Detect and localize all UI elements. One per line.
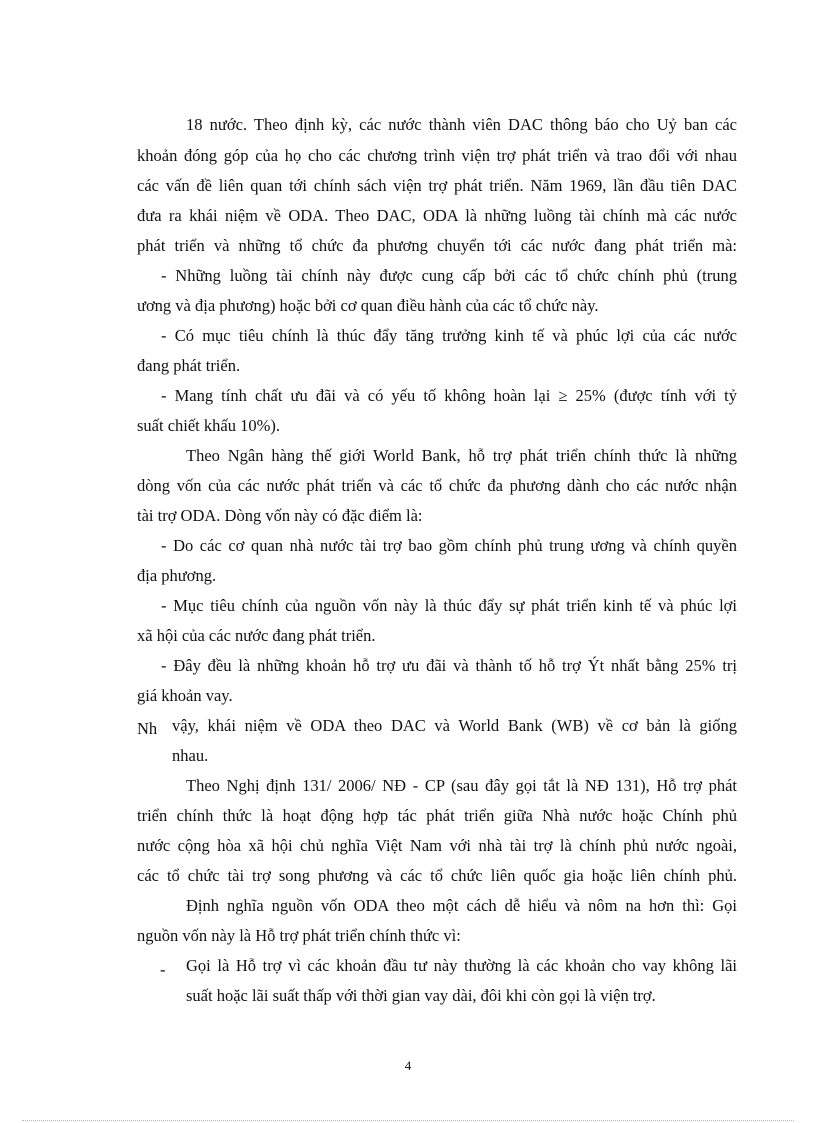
text-line: dòng vốn của các nước phát triển và các tổ chức đa phương dành cho các nước nhận xyxy=(137,476,737,495)
text-line: nhau. xyxy=(172,746,209,765)
text-line: tài trợ ODA. Dòng vốn này có đặc điểm là: xyxy=(137,506,423,525)
bullet-line: - Đây đều là những khoản hỗ trợ ưu đãi và thành tố hỗ trợ Ýt nhất bằng 25% trị xyxy=(161,656,737,675)
bullet-marker: - xyxy=(160,960,166,979)
page-bottom-divider xyxy=(22,1120,794,1121)
text-line: các tổ chức tài trợ song phương và các tổ chức liên quốc gia hoặc liên chính phủ. xyxy=(137,866,737,885)
text-line: phát triển và những tổ chức đa phương chuyển tới các nước đang phát triển mà: xyxy=(137,236,737,255)
text-line: 18 nước. Theo định kỳ, các nước thành viên DAC thông báo cho Uỷ ban các xyxy=(186,115,737,134)
text-line: khoản đóng góp của họ cho các chương trình viện trợ phát triển và trao đổi với nhau xyxy=(137,146,737,165)
text-line: Theo Ngân hàng thế giới World Bank, hỗ trợ phát triển chính thức là những xyxy=(186,446,737,465)
bullet-line: - Có mục tiêu chính là thúc đẩy tăng trưởng kinh tế và phúc lợi của các nước xyxy=(161,326,737,345)
bullet-line: - Mang tính chất ưu đãi và có yếu tố không hoàn lại ≥ 25% (được tính với tỷ xyxy=(161,386,737,405)
bullet-line: - Những luồng tài chính này được cung cấp bởi các tổ chức chính phủ (trung xyxy=(161,266,737,285)
text-line: đang phát triển. xyxy=(137,356,241,375)
text-line: địa phương. xyxy=(137,566,217,585)
bullet-line: - Do các cơ quan nhà nước tài trợ bao gồm chính phủ trung ương và chính quyền xyxy=(161,536,737,555)
text-line: nguồn vốn này là Hỗ trợ phát triển chính thức vì: xyxy=(137,926,461,945)
text-line: Theo Nghị định 131/ 2006/ NĐ - CP (sau đây gọi tắt là NĐ 131), Hỗ trợ phát xyxy=(186,776,737,795)
text-line: các vấn đề liên quan tới chính sách viện trợ phát triển. Năm 1969, lần đầu tiên DAC xyxy=(137,176,737,195)
text-line: vậy, khái niệm về ODA theo DAC và World Bank (WB) về cơ bản là giống xyxy=(172,716,737,735)
text-fragment: Nh xyxy=(137,719,158,738)
bullet-line: - Mục tiêu chính của nguồn vốn này là thúc đẩy sự phát triển kinh tế và phúc lợi xyxy=(161,596,737,615)
text-line: suất chiết khấu 10%). xyxy=(137,416,280,435)
text-line: triển chính thức là hoạt động hợp tác phát triển giữa Nhà nước hoặc Chính phủ xyxy=(137,806,737,825)
text-line: Định nghĩa nguồn vốn ODA theo một cách dễ hiểu và nôm na hơn thì: Gọi xyxy=(186,896,737,915)
text-line: đưa ra khái niệm về ODA. Theo DAC, ODA là những luồng tài chính mà các nước xyxy=(137,206,737,225)
text-line: ương và địa phương) hoặc bởi cơ quan điều hành của các tổ chức này. xyxy=(137,296,599,315)
text-line: nước cộng hòa xã hội chủ nghĩa Việt Nam với nhà tài trợ là chính phủ nước ngoài, xyxy=(137,836,737,855)
page-number: 4 xyxy=(404,1058,412,1073)
text-line: xã hội của các nước đang phát triển. xyxy=(137,626,376,645)
text-line: giá khoản vay. xyxy=(137,686,233,705)
text-line: suất hoặc lãi suất thấp với thời gian vay dài, đôi khi còn gọi là viện trợ. xyxy=(186,986,656,1005)
text-line: Gọi là Hỗ trợ vì các khoản đầu tư này thường là các khoản cho vay không lãi xyxy=(186,956,737,975)
